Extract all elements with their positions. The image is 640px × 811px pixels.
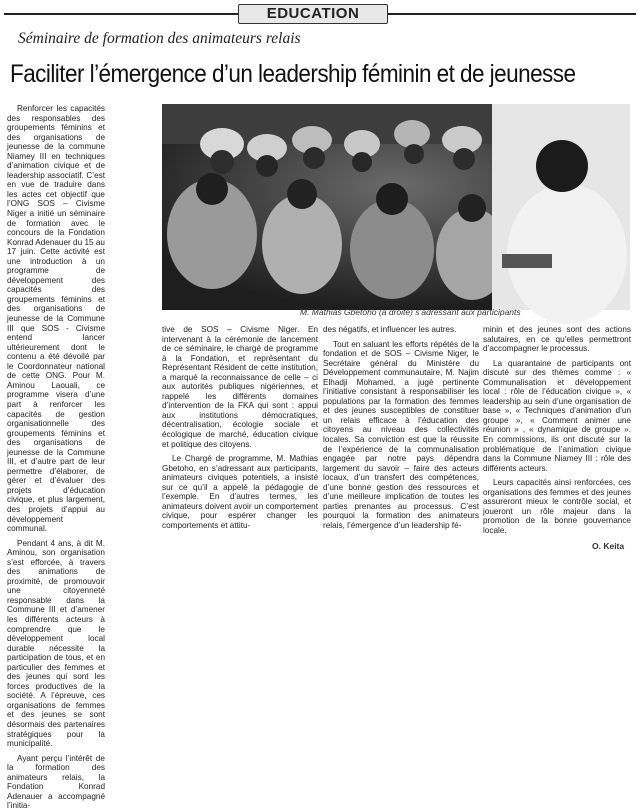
- kicker: Séminaire de formation des animateurs relais: [18, 30, 301, 47]
- headline: Faciliter l’émergence d’un leadership féminin et de jeunesse: [10, 60, 576, 88]
- paragraph: tive de SOS – Civisme Niger. En intervenant à la cérémonie de lancement de ce séminaire, le chargé de programme à la Fondation, et représentant du Représentant Résident de cette institution, a marqué la reconnaissance de celle – ci aux autorités publiques nigériennes, et rappelé les différents domaines d’intervention de la FKA qui sont : appui aux institutions démocratiques, décentralisation, écologie sociale et écologique de marché, éducation civique et politique des citoyens.: [162, 325, 318, 449]
- paragraph: Leurs capacités ainsi renforcées, ces organisations des femmes et des jeunes assureront mieux le contrôle social, et joueront un rôle majeur dans la promotion de la bonne gouvernance locale.: [483, 478, 631, 535]
- paragraph: Ayant perçu l’intérêt de la formation des animateurs relais, la Fondation Konrad Adenauer a accompagné l’initia-: [7, 753, 105, 811]
- paragraph: La quarantaine de participants ont discuté sur des thèmes comme : « Communalisation et développement local : rôle de l’éducation civique », « leadership au sein d’une organisation de base », « Techniques d’animation d’un groupe », « Comment animer une réunion » , « dynamique de groupe ». En commissions, ils ont discuté sur la problématique de l’animation civique dans la Commune Niamey III : rôle des différents acteurs.: [483, 358, 631, 473]
- paragraph: Pendant 4 ans, à dit M. Aminou, son organisation s’est efforcée, à travers des animations de proximité, de promouvoir une citoyenneté responsable dans la Commune III et d’amener les différents acteurs à comprendre que le développement local durable nécessite la participation de tous, et en particulier des femmes et des jeunes qui sont les forces productives de la société. A l’épreuve, ces organisations de femmes et des jeunes se sont désormais des partenaires stratégiques pour la municipalité.: [7, 538, 105, 749]
- article-column-1: [7, 104, 105, 811]
- paragraph: Tout en saluant les efforts répétés de la fondation et de SOS – Civisme Niger, le Secrétaire général du Ministère du Développement communautaire, M. Najim Elhadji Mohamed, a jugé pertinente l’initiative consistant à responsabiliser les populations par la formation des femmes et des jeunes susceptibles de constituer un relais efficace à l’éducation des citoyens au niveau des collectivités locales. Sa conviction est que la réussite de l’expérience de la communalisation engagée par notre pays dépendra largement du savoir – faire des acteurs locaux, d’un transfert des compétences, d’une bonne gestion des ressources et d’une meilleure implication de toutes les parties prenantes au processus. C’est pourquoi la formation des animateurs relais, l’émergence d’un leadership fé-: [323, 339, 479, 530]
- section-label: EDUCATION: [238, 4, 388, 24]
- article-column-3: [323, 325, 479, 530]
- article-column-2: [162, 325, 318, 530]
- paragraph: Le Chargé de programme, M. Mathias Gbetoho, en s’adressant aux participants, animateurs civiques potentiels, a insisté sur ce qu’il a appelé la pédagogie de l’exemple. En d’autres termes, les animateurs doivent avoir un comportement civique, pour espérer changer les comportements et attitu-: [162, 454, 318, 530]
- author-signature: O. Keita: [592, 541, 625, 551]
- paragraph: Renforcer les capacités des responsables des groupements féminins et des organisations de jeunesse de la commune Niamey III en techniques d’animation civique et de leadership associatif. C’est en vue de traduire dans les actes cet objectif que l’ONG SOS – Civisme Niger a initié un séminaire de formation avec le concours de la Fondation Konrad Adenauer du 15 au 17 juin. Cette activité est une introduction à un programme de développement des capacités des groupements féminins et des organisations de jeunesse de la Commune III que SOS - Civisme entend lancer ultérieurement dont le contenu a été dévoilé par le Coordonnateur national de cette ONG. Pour M. Aminou Laouali, ce programme visera d’une part à renforcer les capacités de gestion organisationnelle des groupements féminins et des organisations de jeunesse de la Commune III, et d’autre part de leur permettre d’élaborer, de gérer et d’évaluer des projets d’éducation civique, et plus largement, des projets d’appui au développement communal.: [7, 104, 105, 534]
- article-column-4: [483, 325, 631, 535]
- paragraph: des négatifs, et influencer les autres.: [323, 325, 457, 334]
- photo-caption: M. Mathias Gbetoho (à droite) s’adressant aux participants: [300, 307, 521, 317]
- article-photo: [162, 104, 630, 310]
- paragraph: minin et des jeunes sont des actions salutaires, en ce qu’elles permettront d’accompagner le processus.: [483, 325, 631, 354]
- photo-image: [162, 104, 630, 310]
